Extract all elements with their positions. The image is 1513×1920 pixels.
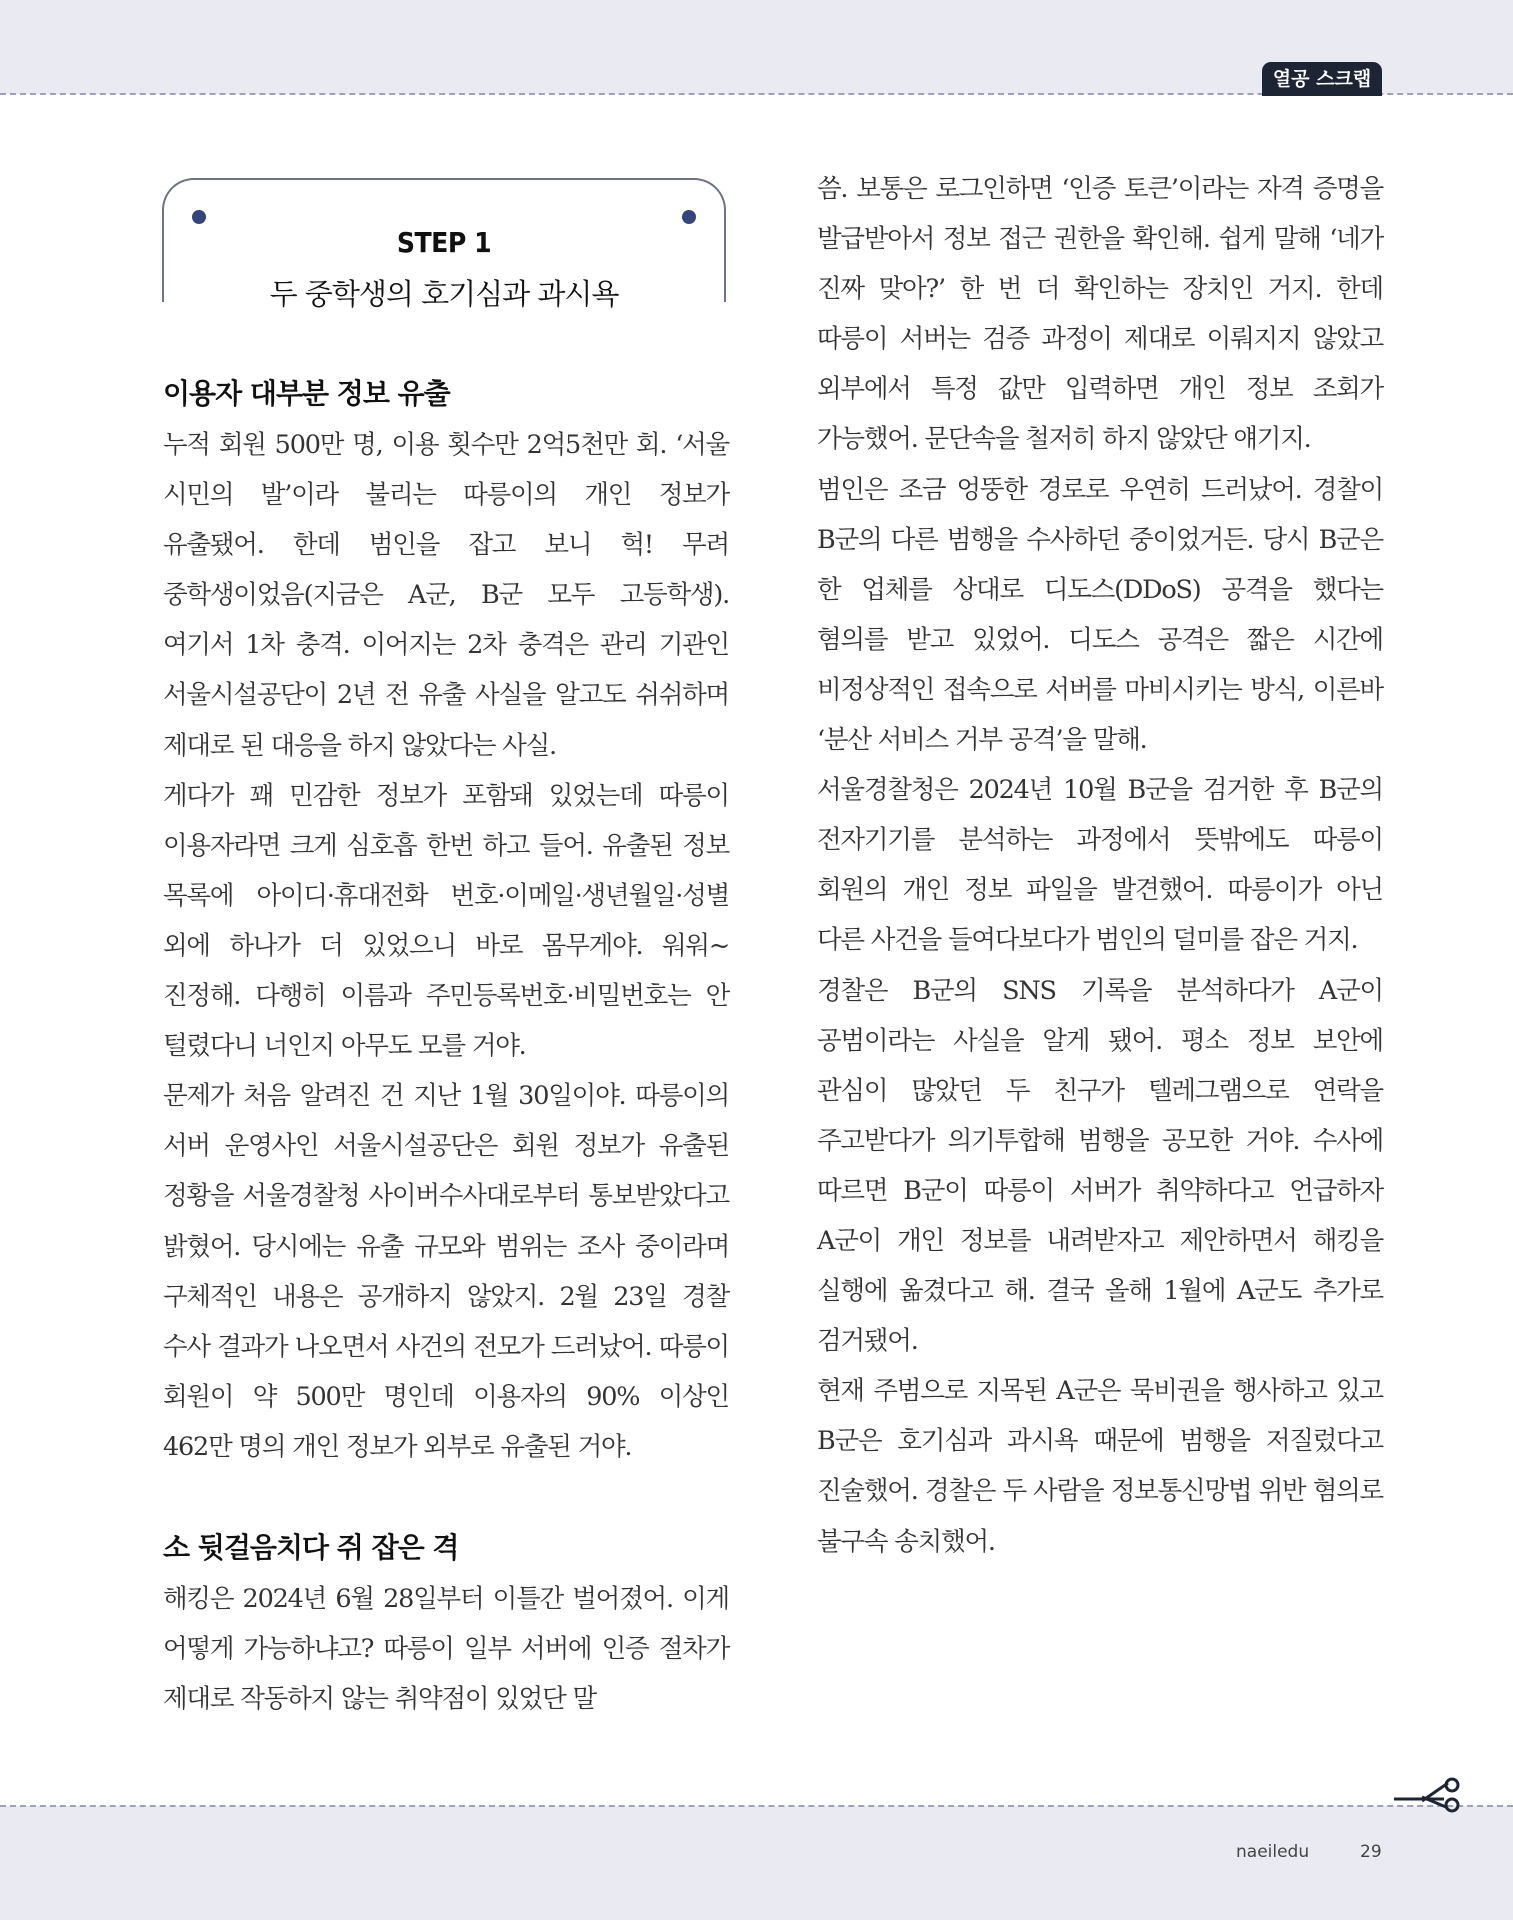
bullet-dot-icon <box>192 210 206 224</box>
scissors-icon <box>1392 1777 1464 1813</box>
section-heading: 소 뒷걸음치다 쥐 잡은 격 <box>163 1530 459 1564</box>
section-tab: 열공 스크랩 <box>1262 62 1382 96</box>
body-paragraph: 씀. 보통은 로그인하면 ‘인증 토큰’이라는 자격 증명을 발급받아서 정보 접근 권한을 확인해. 쉽게 말해 ‘네가 진짜 맞아?’ 한 번 더 확인하는 장치인 거지. 한데 따릉이 서버는 검증 과정이 제대로 이뤄지지 않았고 외부에서 특정 값만 입력하면 개인 정보 조회가 가능했어. 문단속을 철저히 하지 않았단 얘기지. <box>817 174 1383 455</box>
body-paragraph: 현재 주범으로 지목된 A군은 묵비권을 행사하고 있고 B군은 호기심과 과시욕 때문에 범행을 저질렀다고 진술했어. 경찰은 두 사람을 정보통신망법 위반 혐의로 불구속 송치했어. <box>817 1376 1383 1557</box>
bullet-dot-icon <box>682 210 696 224</box>
page-number: 29 <box>1360 1842 1382 1862</box>
body-paragraph: 범인은 조금 엉뚱한 경로로 우연히 드러났어. 경찰이 B군의 다른 범행을 수사하던 중이었거든. 당시 B군은 한 업체를 상대로 디도스(DDoS) 공격을 했다는 혐의를 받고 있었어. 디도스 공격은 짧은 시간에 비정상적인 접속으로 서버를 마비시키는 방식, 이른바 ‘분산 서비스 거부 공격’을 말해. <box>817 474 1383 756</box>
body-paragraph: 해킹은 2024년 6월 28일부터 이틀간 벌어졌어. 이게 어떻게 가능하냐고? 따릉이 일부 서버에 인증 절차가 제대로 작동하지 않는 취약점이 있었단 말 <box>163 1583 729 1715</box>
article-column-left <box>163 368 729 1724</box>
body-paragraph: 누적 회원 500만 명, 이용 횟수만 2억5천만 회. ‘서울 시민의 발’이라 불리는 따릉이의 개인 정보가 유출됐어. 한데 범인을 잡고 보니 헉! 무려 중학생이었음(지금은 A군, B군 모두 고등학생). 여기서 1차 충격. 이어지는 2차 충격은 관리 기관인 서울시설공단이 2년 전 유출 사실을 알고도 쉬쉬하며 제대로 된 대응을 하지 않았다는 사실. <box>163 430 729 761</box>
footer-brand: naeiledu <box>1236 1842 1310 1862</box>
step-title: 두 중학생의 호기심과 과시욕 <box>269 277 619 311</box>
body-paragraph: 문제가 처음 알려진 건 지난 1월 30일이야. 따릉이의 서버 운영사인 서울시설공단은 회원 정보가 유출된 정황을 서울경찰청 사이버수사대로부터 통보받았다고 밝혔어. 당시에는 유출 규모와 범위는 조사 중이라며 구체적인 내용은 공개하지 않았지. 2월 23일 경찰 수사 결과가 나오면서 사건의 전모가 드러났어. 따릉이 회원이 약 500만 명인데 이용자의 90% 이상인 462만 명의 개인 정보가 외부로 유출된 거야. <box>163 1081 729 1462</box>
step-label: STEP 1 <box>396 226 492 259</box>
body-paragraph: 게다가 꽤 민감한 정보가 포함돼 있었는데 따릉이 이용자라면 크게 심호흡 한번 하고 들어. 유출된 정보 목록에 아이디·휴대전화 번호·이메일·생년월일·성별 외에 하나가 더 있었으니 바로 몸무게야. 워워~ 진정해. 다행히 이름과 주민등록번호·비밀번호는 안 털렸다니 너인지 아무도 모를 거야. <box>163 780 729 1062</box>
cut-line-dashed-divider <box>0 1805 1513 1807</box>
footer-band <box>0 1806 1513 1920</box>
body-paragraph: 서울경찰청은 2024년 10월 B군을 검거한 후 B군의 전자기기를 분석하는 과정에서 뜻밖에도 따릉이 회원의 개인 정보 파일을 발견했어. 따릉이가 아닌 다른 사건을 들여다보다가 범인의 덜미를 잡은 거지. <box>817 775 1383 956</box>
article-column-right <box>817 164 1383 1567</box>
step-box <box>162 178 726 311</box>
body-paragraph: 경찰은 B군의 SNS 기록을 분석하다가 A군이 공범이라는 사실을 알게 됐어. 평소 정보 보안에 관심이 많았던 두 친구가 텔레그램으로 연락을 주고받다가 의기투합해 범행을 공모한 거야. 수사에 따르면 B군이 따릉이 서버가 취약하다고 언급하자 A군이 개인 정보를 내려받자고 제안하면서 해킹을 실행에 옮겼다고 해. 결국 올해 1월에 A군도 추가로 검거됐어. <box>817 975 1383 1357</box>
section-heading: 이용자 대부분 정보 유출 <box>163 377 450 410</box>
